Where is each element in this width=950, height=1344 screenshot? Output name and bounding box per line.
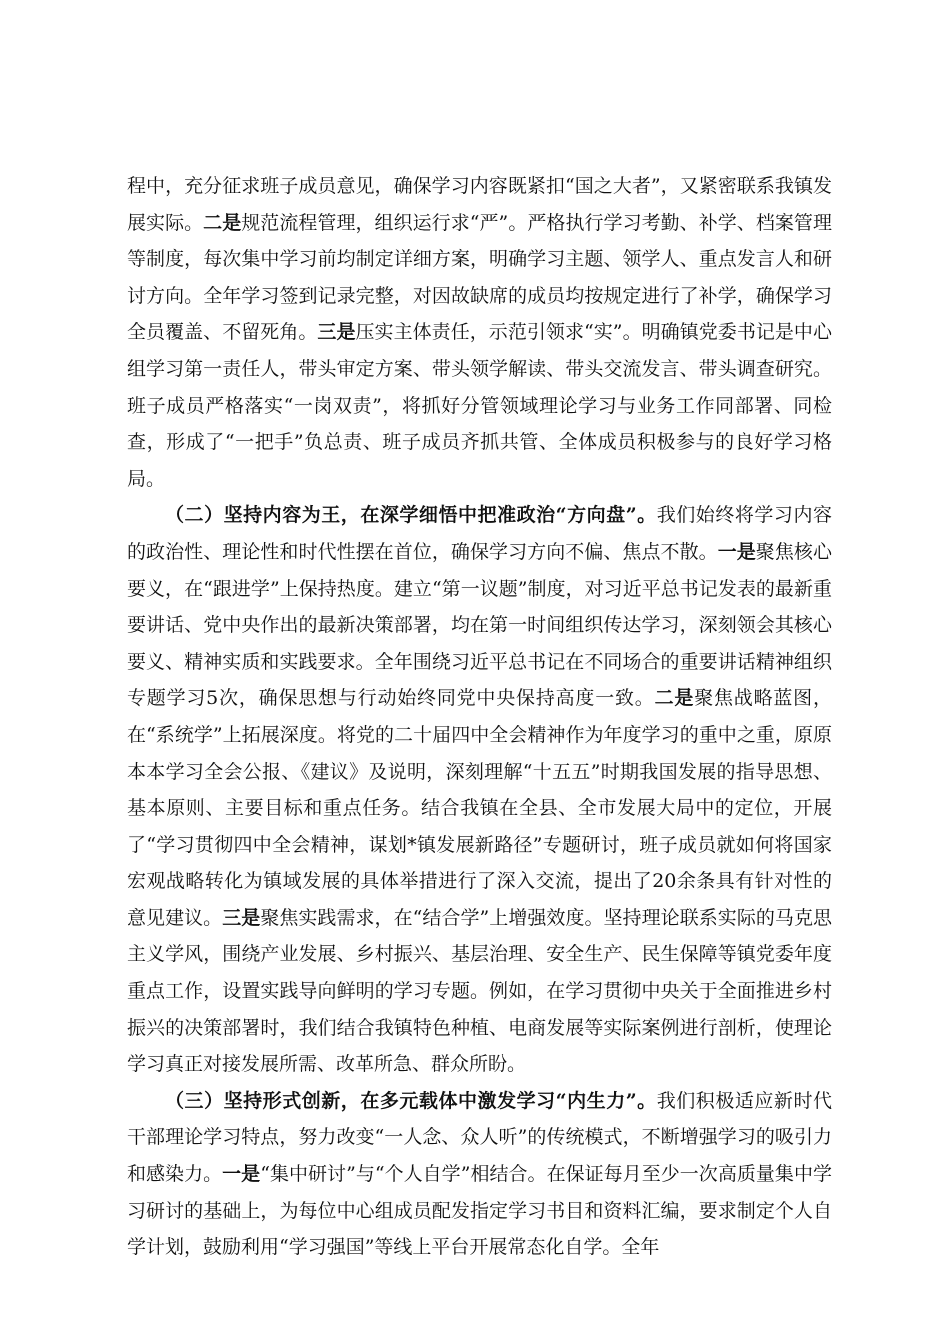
text-run: 聚焦实践需求，在“结合学”上增强效度。坚持理论联系实际的马克思主义学风，围绕产业发展、乡村振兴、基层治理、安全生产、民生保障等镇党委年度重点工作，设置实践导向鲜明的学习专题。例如，在学习贯彻中央关于全面推进乡村振兴的决策部署时，我们结合我镇特色种植、电商发展等实际案例进行剖析，使理论学习真正对接发展所需、改革所急、群众所盼。 [127, 906, 832, 1076]
bold-run: 三是 [222, 906, 261, 929]
bold-run: 三是 [317, 321, 356, 344]
text-run: “集中研讨”与“个人自学”相结合。在保证每月至少一次高质量集中学习研讨的基础上，为每位中心组成员配发指定学习书目和资料汇编，要求制定个人自学计划，鼓励利用“学习强国”等线上平台开展常态化自学。全年 [127, 1163, 832, 1259]
text-run: 程中，充分征求班子成员意见，确保学习内容既紧扣“国之大者”，又紧密联系我镇发展实际。 [127, 175, 832, 234]
text-run: 聚焦核心要义，在“跟进学”上保持热度。建立“第一议题”制度，对习近平总书记发表的最新重要讲话、党中央作出的最新决策部署，均在第一时间组织传达学习，深刻领会其核心要义、精神实质和实践要求。全年围绕习近平总书记在不同场合的重要讲话精神组织专题学习5次，确保思想与行动始终同党中央保持高度一致。 [127, 540, 832, 710]
document-page [127, 168, 832, 1266]
bold-run: 一是 [717, 540, 756, 563]
paragraph-2 [127, 497, 832, 1083]
bold-run: 二是 [203, 211, 242, 234]
text-run: 压实主体责任，示范引领求“实”。明确镇党委书记是中心组学习第一责任人，带头审定方案、带头领学解读、带头交流发言、带头调查研究。班子成员严格落实“一岗双责”，将抓好分管领域理论学习与业务工作同部署、同检查，形成了“一把手”负总责、班子成员齐抓共管、全体成员积极参与的良好学习格局。 [127, 321, 832, 490]
text-run: 我们始终将学习内容的政治性、理论性和时代性摆在首位，确保学习方向不偏、焦点不散。 [127, 504, 832, 563]
section-heading: （三）坚持形式创新，在多元载体中激发学习“内生力”。 [165, 1089, 657, 1112]
bold-run: 二是 [654, 687, 695, 710]
text-run: 我们积极适应新时代干部理论学习特点，努力改变“一人念、众人听”的传统模式，不断增强学习的吸引力和感染力。 [127, 1089, 832, 1186]
bold-run: 一是 [222, 1163, 261, 1186]
section-heading: （二）坚持内容为王，在深学细悟中把准政治“方向盘”。 [165, 504, 657, 527]
paragraph-3 [127, 1083, 832, 1266]
text-run: 聚焦战略蓝图，在“系统学”上拓展深度。将党的二十届四中全会精神作为年度学习的重中之重，原原本本学习全会公报、《建议》及说明，深刻理解“十五五”时期我国发展的指导思想、基本原则、主要目标和重点任务。结合我镇在全县、全市发展大局中的定位，开展了“学习贯彻四中全会精神，谋划*镇发展新路径”专题研讨，班子成员就如何将国家宏观战略转化为镇域发展的具体举措进行了深入交流，提出了20余条具有针对性的意见建议。 [127, 687, 832, 929]
paragraph-1 [127, 168, 832, 497]
text-run: 规范流程管理，组织运行求“严”。严格执行学习考勤、补学、档案管理等制度，每次集中学习前均制定详细方案，明确学习主题、领学人、重点发言人和研讨方向。全年学习签到记录完整，对因故缺席的成员均按规定进行了补学，确保学习全员覆盖、不留死角。 [127, 211, 832, 344]
